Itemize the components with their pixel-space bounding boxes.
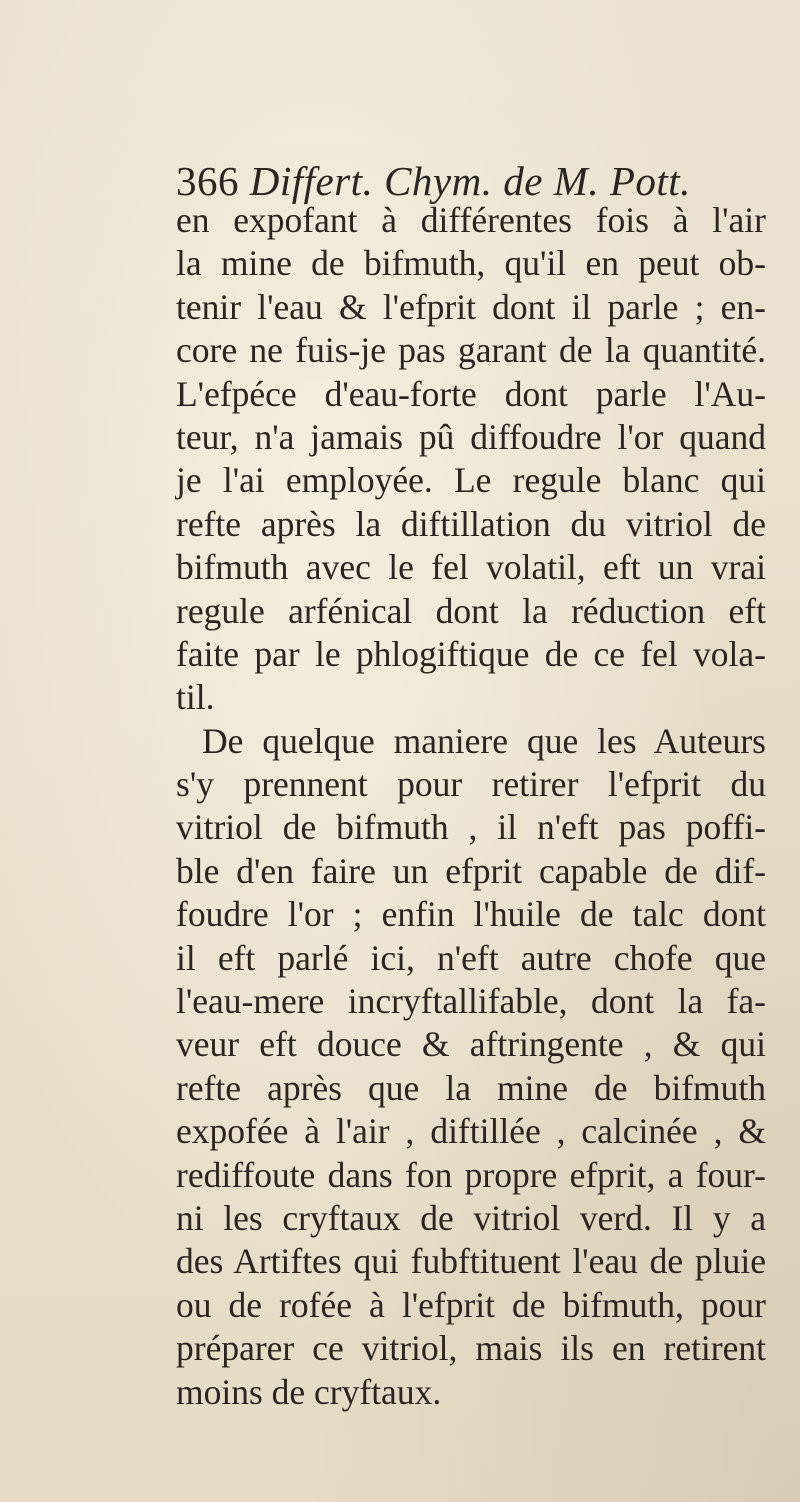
text-line: ou de rofée à l'efprit de bifmuth, pour — [176, 1284, 766, 1325]
text-line: vitriol de bifmuth , il n'eft pas poffi- — [176, 807, 766, 848]
text-line: l'eau-mere incryftallifable, dont la fa- — [176, 981, 766, 1022]
text-line: préparer ce vitriol, mais ils en retirent — [176, 1328, 766, 1369]
text-line: s'y prennent pour retirer l'efprit du — [176, 764, 766, 805]
text-line: tenir l'eau & l'efprit dont il parle ; en- — [176, 286, 766, 327]
text-line: bifmuth avec le fel volatil, eft un vrai — [176, 547, 766, 588]
body-text — [176, 199, 766, 1414]
text-line: foudre l'or ; enfin l'huile de talc dont — [176, 894, 766, 935]
text-line: til. — [176, 677, 215, 718]
page-number: 366 — [176, 158, 239, 204]
text-line: expofée à l'air , diftillée , calcinée , & — [176, 1111, 766, 1152]
text-line: ni les cryftaux de vitriol verd. Il y a — [176, 1197, 766, 1238]
text-line: ble d'en faire un efprit capable de dif- — [176, 850, 766, 891]
text-line: des Artiftes qui fubftituent l'eau de pluie — [176, 1241, 766, 1282]
text-line: core ne fuis-je pas garant de la quantité. — [176, 330, 766, 371]
text-line: refte après que la mine de bifmuth — [176, 1067, 766, 1108]
text-line: L'efpéce d'eau-forte dont parle l'Au- — [176, 373, 766, 414]
paragraph-first-line: De quelque maniere que les Auteurs — [202, 720, 766, 761]
text-line: il eft parlé ici, n'eft autre chofe que — [176, 937, 766, 978]
text-line: moins de cryftaux. — [176, 1371, 442, 1412]
text-line: rediffoute dans fon propre efprit, a four- — [176, 1154, 766, 1195]
text-line: je l'ai employée. Le regule blanc qui — [176, 460, 766, 501]
text-line: teur, n'a jamais pû diffoudre l'or quand — [176, 416, 766, 457]
text-line: regule arfénical dont la réduction eft — [176, 590, 766, 631]
text-line: la mine de bifmuth, qu'il en peut ob- — [176, 243, 766, 284]
text-line: veur eft douce & aftringente , & qui — [176, 1024, 766, 1065]
running-title: Differt. Chym. de M. Pott. — [249, 158, 691, 204]
text-line: refte après la diftillation du vitriol de — [176, 503, 766, 544]
text-line: faite par le phlogiftique de ce fel vola- — [176, 633, 766, 674]
text-line: en expofant à différentes fois à l'air — [176, 200, 766, 240]
